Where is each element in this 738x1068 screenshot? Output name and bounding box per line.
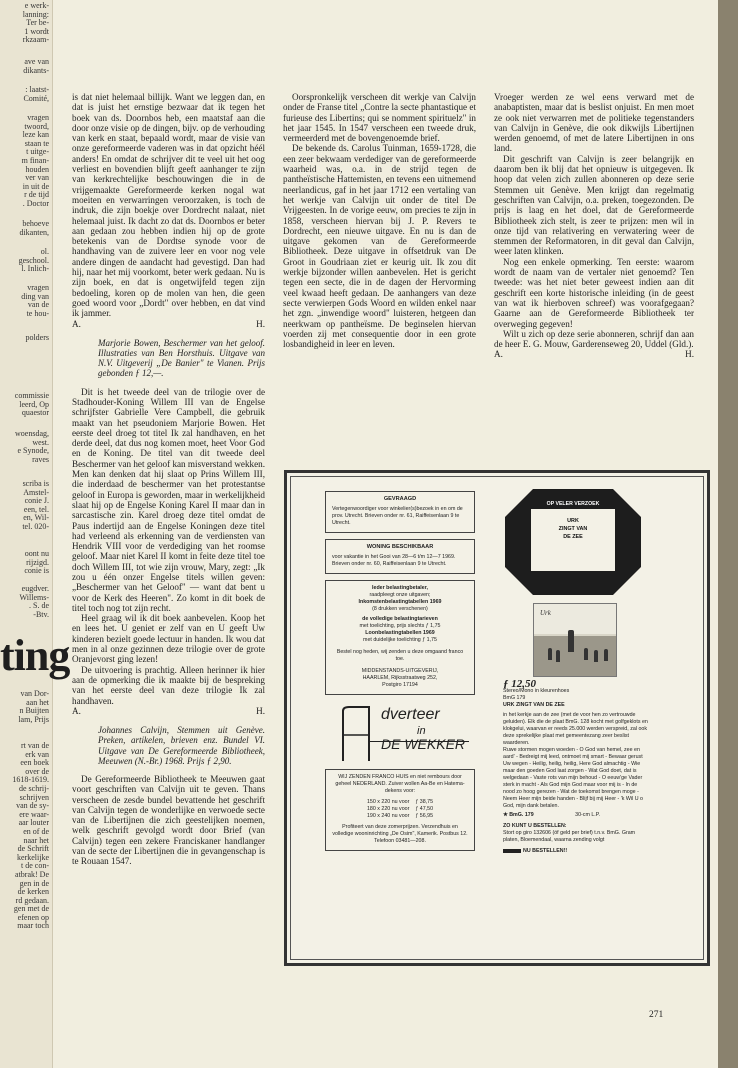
previous-page-text-fragment: ave van dikants- <box>23 57 49 75</box>
paragraph: Dit geschrift van Calvijn is zeer belangrijk en daarom ben ik blij dat het opnieuw is uitgegeven. Ik hoop dat velen zich zullen abonneren op deze serie Stemmen uit Genève. Men krijgt dan regelmatig geschriften van Calvijn, o.a. preken, toegezonden. De prijs is laag en het doel, dat de Gereformeerde Bibliotheek zich stelt, is zeer te prijzen: men wil in onze tijd van relativering en verwatering weer de stemmen der Reformatoren, in dit geval dan Calvijn, weer laten klinken. <box>494 153 694 257</box>
record-ad-text <box>503 678 649 855</box>
ad-line: Postgiro 17194 <box>382 682 418 688</box>
order-cta-label: NU BESTELLEN!! <box>523 848 568 854</box>
price-table <box>364 799 436 820</box>
book-reference <box>98 338 265 379</box>
article-column-3 <box>494 92 694 369</box>
ad-line: Loonbelastingtabellen 1969 <box>365 630 435 636</box>
price-cell: ƒ 56,95 <box>415 813 434 819</box>
order-heading: ZO KUNT U BESTELLEN: <box>503 823 567 829</box>
previous-page-text-fragment: rt van de erk van een boek over de 1618-1619. de schrij- schrijven van de sy- ere waar- aar louter en of de naar het de Schrift kerkelijke t de con- atbrak! De gen in de de kerken rd gedaan. gen met de efenen op maar toch <box>12 741 49 931</box>
signature-right: H. <box>685 349 694 360</box>
signature-right: H. <box>256 705 265 716</box>
record-footer-price: 30-cm L.P. <box>575 812 601 818</box>
ad-heading: GEVRAAGD <box>383 496 417 502</box>
previous-page-text-fragment: scriba is Amstel- conie J. een, tel. en, Wil- tel. 020- <box>22 479 49 531</box>
ad-line: Bestel nog heden, wij zenden u deze omgaand franco toe. <box>336 649 464 662</box>
record-cover-title: Urk <box>540 609 551 617</box>
ad-text: WIJ ZENDEN FRANCO HUIS en niet rembours door geheel NEDERLAND. Zuiver wollen Aa-Be en Hatema-dekens voor: <box>335 774 465 794</box>
record-songs: Ruwe stormen mogen woeden - O God van hemel, zee en aard' - Bedreigt mij leed, ontmoet mij smart - Bewaar gerust Uw wegen - Heilig, heilig, heilig, Here God almachtig - Wie maar den goeden God laat zorgen - Wat God doet, dat is welgedaan - Vaste rots van mijn behoud - O eeuw'ge Vader sterk in macht - Als God mijn God maar voor mij is - In de nood zo hoog gerezen - Wat de toekomst brengen moge - Neem Heer mijn beide handen - Blijf bij mij Heer - 'k Wil U o God, mijn dank betalen. <box>503 747 643 809</box>
book-reference-text: Marjorie Bowen, Beschermer van het geloof. Illustraties van Ben Horsthuis. Uitgave van N.V. Uitgeverij „De Banier" te Vianen. Prijs gebonden ƒ 12,—. <box>98 337 265 379</box>
record-title: URK ZINGT VAN DE ZEE <box>503 702 565 708</box>
book-reference-text: Johannes Calvijn, Stemmen uit Genève. Preken, artikelen, brieven enz. Bundel VI. Uitgave van De Gereformeerde Bibliotheek, Meeuwen (N.-Br.) 1968. Prijs ƒ 2,90. <box>98 725 265 766</box>
paragraph: Vroeger werden ze wel eens verward met de anabaptisten, maar dat is beslist onjuist. En men moet ze ook niet verwarren met de politieke tegenstanders van Calvijn in Genève, die ook dikwijls Libertijnen werden genoemd, of met de latere Libertijnen in ons land. <box>494 92 694 154</box>
adverteer-in-de-wekker-logo <box>325 705 475 763</box>
previous-page-text-fragment: e werk- lanning: Ter be- 1 wordt rkzaam- <box>22 1 49 45</box>
paragraph: Heel graag wil ik dit boek aanbevelen. Koop het en lees het. U geniet er zelf van en U geeft Uw kinderen bezielt goede lectuur in handen. Ik wou dat men in al onze gezinnen deze trilogie over de grote Oranjevorst ging lezen! <box>72 613 265 665</box>
record-cover-image <box>533 603 617 677</box>
ad-text: voor vakantie in het Gooi van 28—6 t/m 12—7 1969. Brieven onder nr. 60, Raiffeisenlaan 9 te Utrecht. <box>332 554 456 567</box>
banner-title-line: URK <box>567 518 579 524</box>
adverteer-word: dverteer <box>381 706 440 723</box>
previous-page-text-fragment: eugdver. Willems- . S. de -Btv. <box>19 584 49 619</box>
ad-line: met duidelijke toelichting ƒ 1,75 <box>363 637 437 643</box>
record-ad-banner <box>503 487 643 597</box>
price-row <box>364 806 436 813</box>
article-column-2 <box>283 92 476 349</box>
ad-line: met toelichting, prijs slechts ƒ 1,75 <box>359 623 441 629</box>
record-format: Stereo/Mono in kleurenhoes <box>503 688 570 694</box>
previous-page-text-fragment: commissie leerd, Op quaestor <box>14 391 49 418</box>
record-price: ƒ 12,50 <box>503 678 536 690</box>
paragraph: Nog een enkele opmerking. Ten eerste: waarom wordt de naam van de vertaler niet genoemd? Ten tweede: was het niet beter geweest indien aan dit geschrift een korte historische inleiding (in de geest van wat ik hierboven schreef) was voorafgegaan? Gaarne aan de Gereformeerde Bibliotheek ter overweging gegeven! <box>494 256 694 329</box>
big-letter-a-logo <box>339 705 375 763</box>
size-cell: 150 x 220 nu voor <box>366 799 410 805</box>
record-footer-code: ★ BmG. 179 <box>503 812 534 818</box>
signature-left: A. <box>72 318 81 329</box>
ad-line: Inkomstenbelastingtabellen 1969 <box>358 599 442 605</box>
banner-title <box>503 511 643 541</box>
previous-page-text-fragment: polders <box>25 333 49 342</box>
record-code: BmG 179 <box>503 695 526 701</box>
previous-page-fragment <box>0 0 70 1068</box>
record-cover-figure <box>548 648 552 660</box>
order-cta-bar <box>503 849 521 853</box>
paragraph: Dit is het tweede deel van de trilogie over de Stadhouder-Koning Willem III van de Engelse schrijfster Gabrielle Vere Campbell, die gebruik maakt van het pseudoniem Marjorie Bowen. Het eerste deel droeg tot titel Ik zal handhaven, en het derde deel, dat dus nog komen moet, heet Voor God en de Koning. De titel van dit tweede deel Beschermer van het geloof kan misverstand wekken. Men kan denken dat hij slaat op Prins Willem III, die inderdaad de beschermer van het protestantse geloof in Europa is geworden, maar in werkelijkheid slaat hij op de Engelse Koning Karel II maar dan in sarcastische zin. Karel droeg deze titel omdat de Paus indertijd aan de Engelse Koningen deze titel had verleend als erkenning van de verdiensten van Hendrik VIII voor de verdediging van het roomse geloof. Maar niet Karel II komt in feite deze titel toe doch Willem III, tot wie zijn vrouw, Mary, zegt: „Ik zou u één onzer Engelse titels willen geven: „Beschermer van het Geloof" — want dat bent u voor de Kerk des Heeren". Zo komt in dit boek de titel toch nog tot zijn recht. <box>72 386 265 613</box>
previous-page-big-word: ting <box>0 631 70 680</box>
signature-left: A. <box>72 705 81 716</box>
ad-heading: WONING BESCHIKBAAR <box>366 544 434 550</box>
advertisement-frame <box>284 470 710 966</box>
previous-page-text-fragment: van Dor- aan het n Buijten lam, Prijs <box>18 689 49 724</box>
ad-belasting <box>325 580 475 695</box>
ad-text: Profiteert van deze zomerprijzen. Verzendhuis en volledige wooninrichting „De Osim", Kamerik. Postbus 12. Telefoon 03481—208. <box>332 824 468 844</box>
previous-page-text-fragment: woensdag, west. e Synode, raves <box>15 429 49 464</box>
paragraph: Oorspronkelijk verscheen dit werkje van Calvijn onder de Franse titel „Contre la secte phantastique et furieuse des Libertins; qui se nomment spirituelz" in het jaar 1545. In 1547 verscheen een tweede druk, vermeerderd met de bovengenoemde brief. <box>283 92 476 144</box>
order-text: Stort op giro 132606 (óf geld per brief) t.n.v. BmG. Gram platen, Bloemendaal, waarna zending volgt <box>503 830 636 843</box>
paragraph: Wilt u zich op deze serie abonneren, schrijf dan aan de heer E. G. Mouw, Garderenseweg 20, Uddel (Gld.). <box>494 328 694 350</box>
page-number: 271 <box>649 1010 664 1020</box>
signature <box>72 319 265 329</box>
price-cell: ƒ 38,75 <box>415 799 434 805</box>
previous-page-text-fragment: : laatst- Comité, <box>23 85 49 103</box>
de-wekker-word: DE WEKKER <box>381 736 466 752</box>
ad-text: Vertegenwoordiger voor winkelier(s)bezoek in en om de prov. Utrecht. Brieven onder nr. 61, Raiffeisenlaan 9 te Utrecht. <box>332 506 463 526</box>
record-cover-figure <box>604 649 608 661</box>
banner-title-line: ZINGT VAN <box>558 526 588 532</box>
record-cover-figure <box>594 650 598 662</box>
ad-dekens <box>325 769 475 851</box>
previous-page-text-fragment: vragen twoord, leze kan staan te t uitge- m finan- houden ver van in uit de r de tijd . Doctor <box>21 113 49 208</box>
previous-page-text-fragment: behoeve dikanten, <box>19 219 49 237</box>
signature <box>494 349 694 359</box>
price-row <box>364 813 436 820</box>
order-cta <box>503 848 649 855</box>
ad-line: MIDDENSTANDS-UITGEVERIJ, <box>361 668 439 674</box>
banner-title-line: DE ZEE <box>563 534 583 540</box>
in-word: in <box>417 725 426 737</box>
paragraph: is dat niet helemaal billijk. Want we leggen dan, en dat is juist het ernstige bezwaar dat ik tegen het boek van ds. Doornbos heb, een maatstaf aan die door onze visie op de dingen, bijv. op de verhouding van kerk en staat, bepaald wordt, maar de visie van onze gereformeerde vaderen was in dat opzicht héél anders! En omdat de schrijver dit te veel uit het oog verliest en bovendien blijft geeft aanhanger te zijn van kerkrechtelijke beschouwingen die in de vrijgemaakte Gereformeerde kerken nogal wat moeiten en verwarringen veroorzaken, is toch de indruk, die zijn boekje over Dordrecht nalaat, niet helemaal juist. Ik dacht zo dat ds. Doornbos er beter aan gedaan zou hebben indien hij op de grote betekenis van de Dordtse synode voor de handhaving van de zuivere leer en voor nog vele andere dingen de aandacht had gevestigd. Dan had hij, naar het mij voorkomt, beter werk gedaan. Nu is zijn boek, en dat is ongetwijfeld tegen zijn bedoeling, koren op de molen van hen, die geen goed woord voor „Dordt" over hebben, en dat vind ik jammer. <box>72 92 265 319</box>
ad-line: raadpleegt onze uitgaven; <box>369 592 431 598</box>
book-reference <box>98 725 265 766</box>
record-description: in het kerkje aan de zee (met de voor hen zo vertrouwde geluiden). Elk die de plaat BmG. 128 kocht met golfgeklots en klokgelui, waarvan er reeds 25.000 werden verspreid, zal ook deze sprekelijke plaat met gemeentezang zeer beslist waarderen. <box>503 712 648 746</box>
ad-woning <box>325 539 475 574</box>
record-cover-figure <box>584 648 588 660</box>
article-column-1 <box>72 92 265 867</box>
paragraph: De uitvoering is prachtig. Alleen herinner ik hier aan de opmerking die ik maakte bij de bespreking van het eerste deel van deze trilogie Ik zal handhaven. <box>72 664 265 706</box>
previous-page-text-fragment: vragen ding van van de te hou- <box>21 283 49 318</box>
record-footer <box>503 812 649 819</box>
signature-left: A. <box>494 349 503 360</box>
previous-page-text-fragment: ol. geschool. l. Inlich- <box>18 247 49 274</box>
ad-line: de volledige belastingtarieven <box>362 616 438 622</box>
previous-page-text-fragment: oont nu rijzigd. conie is <box>24 549 49 576</box>
ad-line: (8 drukken verschenen) <box>372 606 428 612</box>
paragraph: De Gereformeerde Bibliotheek te Meeuwen gaat voort geschriften van Calvijn uit te geven. Thans verscheen de zesde bundel bevattende het geschrift van Calvijn tegen de wonderlijke en verwoede secte van de Libertijnen die zich geestelijken noemen, welk geschrift gevolgd wordt door Brief (van Calvijn) tegen een zekere Franciskaner handlanger van de secte der Libertijnen die in gevangenschap is te Rouaan 1547. <box>72 773 265 867</box>
record-cover-figure <box>556 650 560 662</box>
ad-line: Ieder belastingbetaler, <box>372 585 428 591</box>
ad-gevraagd <box>325 491 475 533</box>
paragraph: De bekende ds. Carolus Tuinman, 1659-1728, die een zeer bekwaam verdediger van de gereformeerde waarheid was, o.a. in de strijd tegen de pantheïstische Hattemisten, en tevens een uitnemend neerlandicus, gaf in het jaar 1712 een vertaling van het werkje van Calvijn uit onder de titel De Vrijgeesten. In de vorige eeuw, om precies te zijn in 1858, verscheen hiervan bij J. P. Revers te Dordrecht, een nieuwe uitgave. En nu is dan de uitgave gekomen van de Gereformeerde Bibliotheek. Deze uitgave in offsetdruk van De Groot in Goudriaan ziet er keurig uit. Ik zou dit werkje bijzonder willen aanbevelen. Het is gericht tegen een secte, die in de dagen der Hervorming veel kwaad heeft gedaan. De aanhangers van deze secte verwierpen Gods Woord en wilden enkel naar het zgn. „inwendige woord" luisteren, hetgeen dan neerkwam op pantheïsme. De beginselen hiervan voerden zij met consequentie door in een grote losbandigheid in leer en leven. <box>283 143 476 350</box>
signature <box>72 706 265 716</box>
classified-ads <box>325 491 475 857</box>
signature-right: H. <box>256 318 265 329</box>
price-cell: ƒ 47,50 <box>415 806 434 812</box>
size-cell: 190 x 240 nu voor <box>366 813 410 819</box>
size-cell: 180 x 220 nu voor <box>366 806 410 812</box>
banner-label: OP VELER VERZOEK <box>546 501 600 507</box>
ad-line: HAARLEM, Rijksstraatweg 252, <box>362 675 438 681</box>
record-cover-figure <box>568 630 574 652</box>
price-row <box>364 799 436 806</box>
